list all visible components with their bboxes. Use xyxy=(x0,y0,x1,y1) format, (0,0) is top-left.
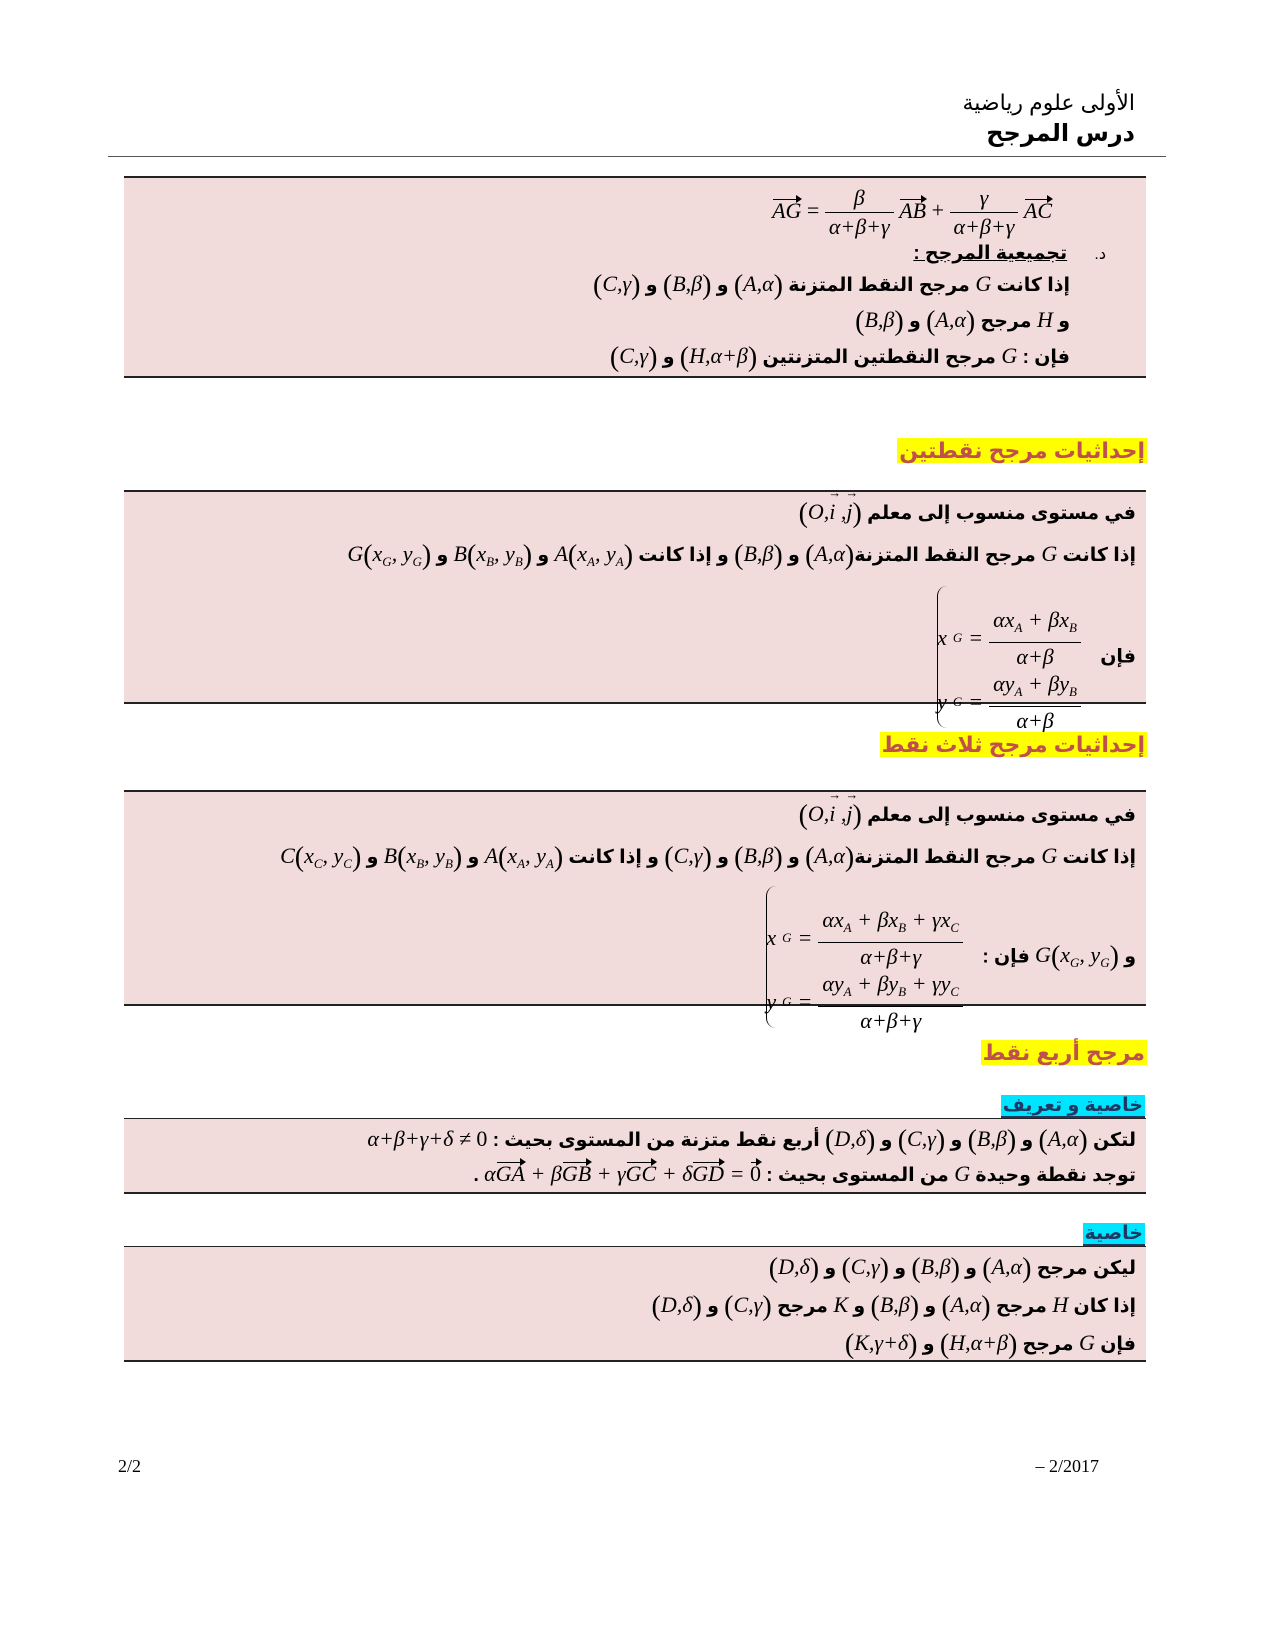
grouping-line-3: فإن : G مرجح النقطتين المتزنتين (H,α+β) و (C,γ) xyxy=(609,342,1070,373)
footer-date: – 2/2017 xyxy=(1035,1456,1099,1476)
four-points-def-line-2: توجد نقطة وحيدة G من المستوى بحيث : αGA + βGB + γGC + δGD = 0 . xyxy=(473,1161,1136,1186)
class-label: الأولى علوم رياضية xyxy=(962,90,1135,115)
three-points-condition: إذا كانت G مرجح النقط المتزنة(A,α) و (B,β) و (C,γ) و إذا كانت $A(x_A$, $y_A$) و $B(x_B$, $y_B$) و $C(x_C$, $y_C$) xyxy=(280,842,1136,873)
ag-formula: AG = $\frac{\beta}{\alpha+\beta+\gamma}$ AB + $\frac{\gamma}{\alpha+\beta+\gamma}$ AC xyxy=(772,185,1052,239)
three-points-result: و $G(x_G$, $y_G$) فإن : x G = $\frac{\alpha x_A + \beta x_B + \gamma x_C}{\alpha+\beta+\gamma}$ y G = $\frac{\alpha y_A + \beta y_B + \gamma y_C}{\alpha+\beta+\gamma}$ xyxy=(766,880,1136,1034)
four-points-prop-line-2: إذا كان H مرجح (A,α) و (B,β) و K مرجح (C,γ) و (D,δ) xyxy=(651,1291,1136,1322)
four-points-def-line-1: لتكن (A,α) و (B,β) و (C,γ) و (D,δ) أربع نقط متزنة من المستوى بحيث : α+β+γ+δ ≠ 0 xyxy=(367,1125,1136,1156)
page-number: 2/2 xyxy=(118,1456,142,1476)
two-points-frame: في مستوى منسوب إلى معلم (O,→ i ,→ j) xyxy=(799,498,1136,530)
item-letter: د. xyxy=(1094,246,1106,263)
grouping-title: تجميعية المرجح : xyxy=(913,243,1068,264)
three-points-frame: في مستوى منسوب إلى معلم (O,→ i ,→ j) xyxy=(799,800,1136,832)
grouping-heading xyxy=(913,242,1106,265)
vector-ag: AG xyxy=(772,197,802,223)
subsection-property: خاصية xyxy=(1084,1223,1143,1244)
section-title-three-points: إحداثيات مرجح ثلاث نقط xyxy=(881,732,1145,757)
grouping-line-1: إذا كانت G مرجح النقط المتزنة (A,α) و (B,β) و (C,γ) xyxy=(593,270,1070,301)
four-points-prop-line-1: ليكن مرجح (A,α) و (B,β) و (C,γ) و (D,δ) xyxy=(768,1253,1136,1284)
two-points-result: فإن x G = $\frac{\alpha x_A + \beta x_B}{\alpha+\beta}$ y G = $\frac{\alpha y_A + \beta y_B}{\alpha+\beta}$ xyxy=(937,580,1136,734)
grouping-line-2: و H مرجح (A,α) و (B,β) xyxy=(855,306,1070,337)
two-points-box xyxy=(124,490,1146,733)
three-points-box xyxy=(124,790,1146,1033)
four-points-property-box xyxy=(124,1246,1146,1362)
section-title-four-points: مرجح أربع نقط xyxy=(982,1040,1145,1065)
section-title-two-points: إحداثيات مرجح نقطتين xyxy=(899,438,1145,463)
four-points-prop-line-3: فإن G مرجح (H,α+β) و (K,γ+δ) xyxy=(844,1329,1136,1360)
header-divider xyxy=(108,156,1166,157)
grouping-property-box xyxy=(124,176,1146,378)
four-points-definition-box xyxy=(124,1118,1146,1194)
subsection-property-definition: خاصية و تعريف xyxy=(1002,1095,1143,1116)
lesson-title: درس المرجح xyxy=(986,120,1135,147)
page-header xyxy=(962,88,1135,150)
two-points-condition: إذا كانت G مرجح النقط المتزنة(A,α) و (B,β) و إذا كانت $A(x_A$, $y_A$) و $B(x_B$, $y_B$) و $G(x_G$, $y_G$) xyxy=(347,540,1136,571)
